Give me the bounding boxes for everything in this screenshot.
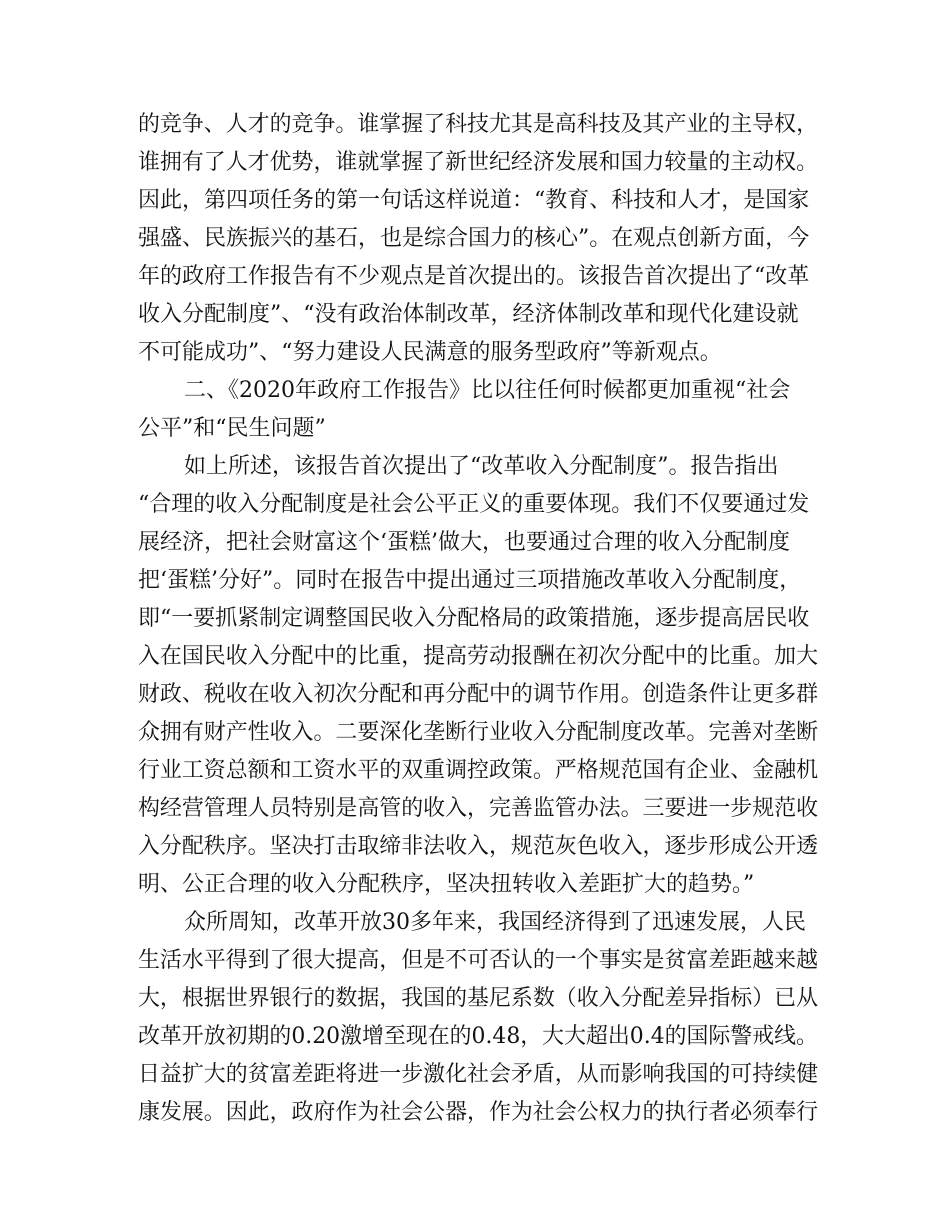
text-line: 生活水平得到了很大提高，但是不可否认的一个事实是贫富差距越来越 <box>138 948 819 973</box>
text-line: 即“一要抓紧制定调整国民收入分配格局的政策措施，逐步提高居民收 <box>138 606 810 631</box>
text-line: 的竞争、人才的竞争。谁掌握了科技尤其是高科技及其产业的主导权， <box>138 112 819 137</box>
text-line: 展经济，把社会财富这个‘蛋糕’做大，也要通过合理的收入分配制度 <box>138 530 790 555</box>
text-line: 众拥有财产性收入。二要深化垄断行业收入分配制度改革。完善对垄断 <box>138 720 819 745</box>
text-line: 康发展。因此，政府作为社会公器，作为社会公权力的执行者必须奉行 <box>138 1100 819 1125</box>
section-heading-line: 公平”和“民生问题” <box>138 416 326 441</box>
text-line: 构经营管理人员特别是高管的收入，完善监管办法。三要进一步规范收 <box>138 796 819 821</box>
text-line: 明、公正合理的收入分配秩序，坚决扭转收入差距扩大的趋势。” <box>138 872 755 897</box>
text-line: 不可能成功”、“努力建设人民满意的服务型政府”等新观点。 <box>138 340 722 365</box>
text-line: 行业工资总额和工资水平的双重调控政策。严格规范国有企业、金融机 <box>138 758 819 783</box>
text-line: 收入分配制度”、“没有政治体制改革，经济体制改革和现代化建设就 <box>138 302 799 327</box>
text-line: 日益扩大的贫富差距将进一步激化社会矛盾，从而影响我国的可持续健 <box>138 1062 819 1087</box>
text-line: 强盛、民族振兴的基石，也是综合国力的核心”。在观点创新方面，今 <box>138 226 810 251</box>
text-line: 改革开放初期的0.20激增至现在的0.48，大大超出0.4的国际警戒线。 <box>138 1024 818 1049</box>
section-heading-line: 二、《2020年政府工作报告》比以往任何时候都更加重视“社会 <box>184 378 791 403</box>
text-line: 谁拥有了人才优势，谁就掌握了新世纪经济发展和国力较量的主动权。 <box>138 150 819 175</box>
text-line: 财政、税收在收入初次分配和再分配中的调节作用。创造条件让更多群 <box>138 682 819 707</box>
text-line: “合理的收入分配制度是社会公平正义的重要体现。我们不仅要通过发 <box>138 492 810 517</box>
text-line: 如上所述，该报告首次提出了“改革收入分配制度”。报告指出 <box>184 454 779 479</box>
text-line: 众所周知，改革开放30多年来，我国经济得到了迅速发展，人民 <box>184 910 806 935</box>
text-line: 入分配秩序。坚决打击取缔非法收入，规范灰色收入，逐步形成公开透 <box>138 834 819 859</box>
text-line: 年的政府工作报告有不少观点是首次提出的。该报告首次提出了“改革 <box>138 264 810 289</box>
text-line: 大，根据世界银行的数据，我国的基尼系数（收入分配差异指标）已从 <box>138 986 819 1011</box>
text-line: 入在国民收入分配中的比重，提高劳动报酬在初次分配中的比重。加大 <box>138 644 819 669</box>
text-line: 把‘蛋糕’分好”。同时在报告中提出通过三项措施改革收入分配制度， <box>138 568 802 593</box>
text-line: 因此，第四项任务的第一句话这样说道：“教育、科技和人才，是国家 <box>138 188 810 213</box>
